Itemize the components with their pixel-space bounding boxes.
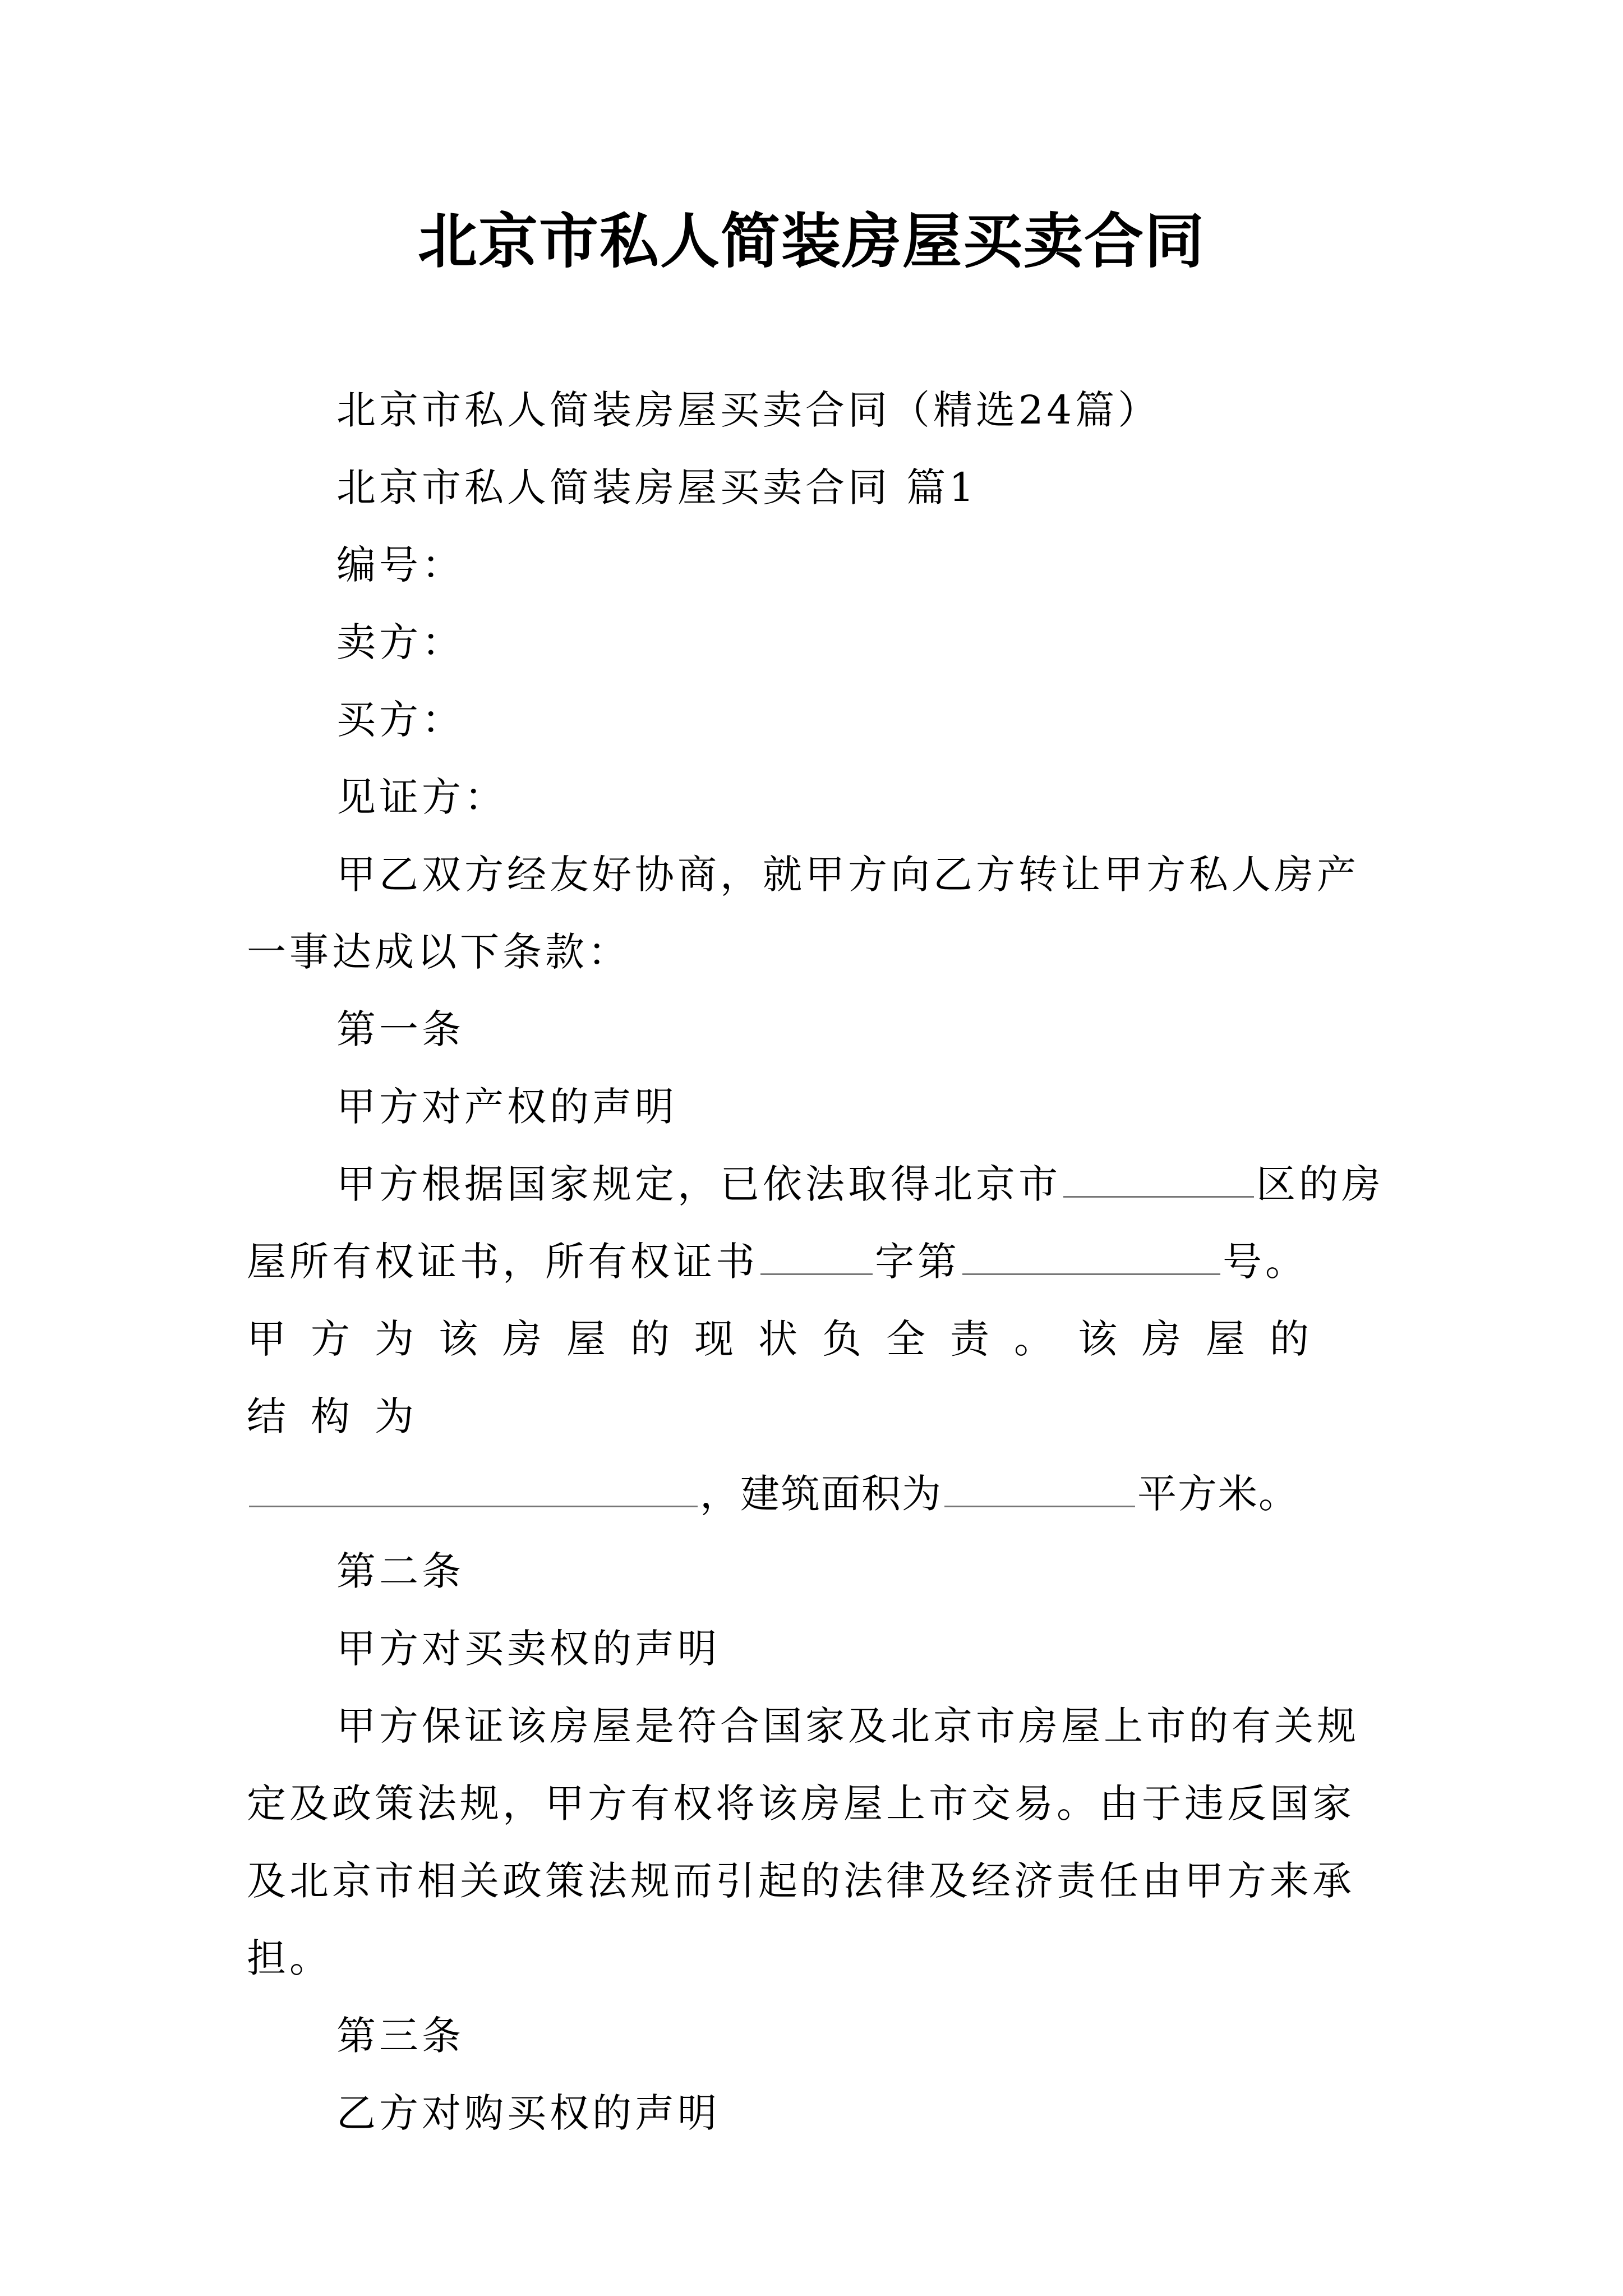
district-blank[interactable] [1063,1161,1254,1198]
witness-field-label: 见证方： [336,774,507,820]
article-3-number: 第三条 [336,2013,464,2059]
document-body [247,371,1389,2152]
seller-field-label: 卖方： [336,619,464,665]
subtitle-line: 北京市私人简装房屋买卖合同（精选24篇） [336,387,1161,433]
article-1-number: 第一条 [336,1006,464,1052]
article-3-heading: 乙方对购买权的声明 [336,2090,720,2136]
article-1-body [247,1145,1389,1300]
structure-blank[interactable] [249,1471,698,1507]
article-1-heading: 甲方对产权的声明 [336,1084,677,1130]
article-1-text-part4: 号。 [1223,1239,1308,1285]
article-1-text-part7: 平方米。 [1137,1471,1299,1517]
certificate-number-blank[interactable] [962,1239,1220,1275]
section-heading: 北京市私人简装房屋买卖合同 篇1 [336,464,978,510]
number-field-label: 编号： [336,542,464,588]
buyer-field-label: 买方： [336,697,464,743]
article-1-text-part5: 甲方为该房屋的现状负全责。该房屋的结构为 [247,1316,1334,1439]
article-1-text-part2: 区的房屋所有权证书，所有权证书 [247,1161,1384,1285]
area-blank[interactable] [944,1471,1135,1507]
document-title: 北京市私人简装房屋买卖合同 [418,206,1205,276]
article-2-number: 第二条 [336,1548,464,1594]
article-1-body-cont2 [247,1455,1389,1533]
article-2-body: 甲方保证该房屋是符合国家及北京市房屋上市的有关规定及政策法规，甲方有权将该房屋上市交易。由于违反国家及北京市相关政策法规而引起的法律及经济责任由甲方来承担。 [247,1703,1359,1981]
intro-paragraph: 甲乙双方经友好协商，就甲方向乙方转让甲方私人房产一事达成以下条款： [247,852,1359,975]
article-1-body-cont [247,1300,1389,1455]
article-2-heading: 甲方对买卖权的声明 [336,1626,720,1672]
article-1-text-part6: ，建筑面积为 [700,1471,942,1517]
article-1-text-part3: 字第 [875,1239,960,1285]
article-1-text-part1: 甲方根据国家规定，已依法取得北京市 [336,1161,1061,1207]
certificate-prefix-blank[interactable] [760,1239,873,1275]
